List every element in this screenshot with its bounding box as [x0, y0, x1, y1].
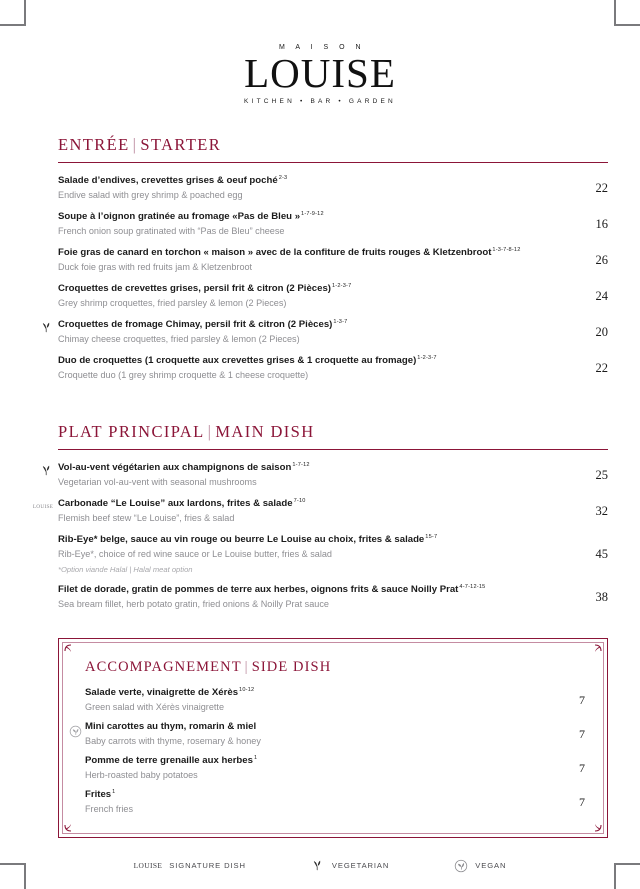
- section-main-dish: [32, 422, 608, 613]
- menu-item-price: 20: [595, 324, 608, 339]
- menu-item-description: Herb-roasted baby potatoes: [85, 769, 198, 780]
- main-dish-item-list: [32, 454, 608, 612]
- restaurant-logo: [32, 44, 608, 105]
- menu-item-name: Salade verte, vinaigrette de Xérès$^{10-12}$: [85, 687, 255, 699]
- allergen-codes: 1-3-7-8-12: [492, 247, 521, 254]
- menu-item-name: Pomme de terre grenaille aux herbes$^1$: [85, 755, 258, 767]
- vegetarian-leaf-icon: [38, 463, 54, 477]
- legend-vegan-label: VEGAN: [475, 861, 507, 871]
- menu-item-description: Duck foie gras with red fruits jam & Kletzenbroot: [58, 262, 253, 273]
- menu-item-price: 22: [595, 180, 608, 195]
- menu-item-description: Sea bream fillet, herb potato gratin, fried onions & Noilly Prat sauce: [58, 598, 329, 609]
- menu-item-body: [58, 283, 574, 309]
- allergen-codes: 1: [253, 755, 258, 761]
- menu-item-body: [58, 175, 574, 201]
- side-dish-outer-frame: [58, 638, 608, 838]
- allergen-codes: 1: [112, 789, 116, 796]
- menu-item-body: [58, 211, 574, 237]
- corner-flourish-icon: [64, 644, 81, 661]
- menu-item-row[interactable]: [58, 526, 608, 576]
- menu-item-row[interactable]: [58, 347, 608, 383]
- menu-item-row[interactable]: [85, 681, 585, 715]
- logo-maison-text: M A I S O N: [278, 44, 366, 51]
- menu-item-description: French onion soup gratinated with “Pas de Bleu” cheese: [58, 226, 285, 237]
- menu-item-description: Rib-Eye*, choice of red wine sauce or Le Louise butter, fries & salad: [58, 548, 332, 559]
- menu-item-description: Flemish beef stew “Le Louise”, fries & salad: [58, 512, 235, 523]
- side-dish-box: [58, 638, 608, 838]
- menu-item-name: Soupe à l’oignon gratinée au fromage «Pas de Bleu »$^{1-7-9-12}$: [58, 211, 324, 223]
- menu-item-price: 45: [595, 546, 608, 561]
- menu-item-name: Carbonade “Le Louise” aux lardons, frites & salade$^{7-10}$: [58, 498, 306, 510]
- menu-item-price: 16: [595, 216, 608, 231]
- section-title-fr: ACCOMPAGNEMENT: [85, 659, 242, 676]
- vegetarian-leaf-icon: [310, 858, 325, 873]
- allergen-codes: 1-2-3-7: [417, 355, 437, 362]
- menu-item-name: Vol-au-vent végétarien aux champignons de saison$^{1-7-12}$: [58, 462, 310, 474]
- menu-item-row[interactable]: [85, 715, 585, 749]
- allergen-codes: 1-7-12: [292, 462, 310, 469]
- starter-item-list: [32, 167, 608, 383]
- louise-signature-icon: LOUISE: [133, 861, 163, 871]
- menu-item-name: Frites$^1$: [85, 789, 116, 801]
- menu-item-name: Filet de dorade, gratin de pommes de terre aux herbes, oignons frits & sauce Noilly Prat$^{4-7-12-15}$: [58, 584, 486, 596]
- allergen-codes: 15-7: [425, 534, 438, 541]
- vegetarian-leaf-icon: [38, 320, 54, 334]
- allergen-codes: 4-7-12-15: [459, 584, 486, 591]
- vegan-badge-icon: [67, 724, 83, 738]
- section-title-side-dish: [85, 659, 585, 676]
- allergen-codes: 1-2-3-7: [332, 283, 352, 290]
- menu-item-price: 38: [595, 589, 608, 604]
- allergen-codes: 1-3-7: [333, 319, 348, 326]
- allergen-codes: 2-3: [278, 175, 288, 182]
- menu-item-description: Baby carrots with thyme, rosemary & honey: [85, 735, 261, 746]
- corner-flourish-icon: [64, 815, 81, 832]
- title-separator: |: [207, 421, 213, 441]
- menu-item-row[interactable]: [85, 783, 585, 817]
- menu-item-row[interactable]: [58, 454, 608, 490]
- menu-item-price: 22: [595, 360, 608, 375]
- menu-item-description: Chimay cheese croquettes, fried parsley & lemon (2 Pieces): [58, 334, 300, 345]
- section-title-en: SIDE DISH: [251, 659, 332, 676]
- menu-item-body: [58, 584, 574, 610]
- item-note: *Option viande Halal | Halal meat option: [58, 565, 193, 575]
- menu-item-description: Croquette duo (1 grey shrimp croquette & 1 cheese croquette): [58, 370, 309, 381]
- legend-signature-label: SIGNATURE DISH: [169, 861, 246, 871]
- section-title-fr: PLAT PRINCIPAL: [58, 421, 205, 441]
- menu-item-name: Croquettes de crevettes grises, persil frit & citron (2 Pièces)$^{1-2-3-7}$: [58, 283, 352, 295]
- menu-item-body: [85, 721, 555, 747]
- menu-item-name: Foie gras de canard en torchon « maison » avec de la confiture de fruits rouges & Kletzenbroot$^{1-3-7-8-12}$: [58, 247, 521, 259]
- menu-item-description: Grey shrimp croquettes, fried parsley & lemon (2 Pieces): [58, 298, 287, 309]
- menu-item-body: [58, 498, 574, 524]
- menu-item-price: 25: [595, 467, 608, 482]
- section-title-fr: ENTRÉE: [58, 134, 130, 154]
- menu-item-row[interactable]: [58, 275, 608, 311]
- menu-item-price: 7: [579, 794, 585, 809]
- menu-item-price: 7: [579, 760, 585, 775]
- section-rule-starter: [58, 162, 608, 164]
- menu-item-row[interactable]: [58, 576, 608, 612]
- allergen-codes: 1-7-9-12: [301, 211, 324, 218]
- menu-item-row[interactable]: [58, 167, 608, 203]
- legend-signature-dish: [134, 861, 246, 870]
- menu-item-description: French fries: [85, 803, 134, 814]
- corner-flourish-icon: [585, 815, 602, 832]
- menu-item-description: Endive salad with grey shrimp & poached egg: [58, 190, 243, 201]
- allergen-codes: 7-10: [293, 498, 306, 505]
- legend-vegetarian: [310, 858, 389, 873]
- logo-wordmark: LOUISE: [244, 50, 396, 96]
- menu-item-name: Croquettes de fromage Chimay, persil frit & citron (2 Pièces)$^{1-3-7}$: [58, 319, 348, 331]
- menu-item-price: 32: [595, 503, 608, 518]
- section-title-main-dish: [32, 422, 608, 442]
- menu-item-name: Salade d’endives, crevettes grises & oeuf poché$^{2-3}$: [58, 175, 288, 187]
- menu-item-body: [85, 789, 555, 815]
- menu-item-name: Mini carottes au thym, romarin & miel: [85, 721, 257, 733]
- menu-item-row[interactable]: [58, 203, 608, 239]
- corner-flourish-icon: [585, 644, 602, 661]
- menu-legend: [32, 858, 608, 873]
- menu-item-body: [85, 687, 555, 713]
- section-title-en: STARTER: [140, 134, 222, 154]
- menu-item-price: 24: [595, 288, 608, 303]
- menu-item-body: [58, 247, 574, 273]
- menu-item-row[interactable]: [85, 749, 585, 783]
- menu-item-name: Rib-Eye* belge, sauce au vin rouge ou beurre Le Louise au choix, frites & salade$^{15-7}$: [58, 534, 438, 546]
- menu-item-price: 7: [579, 692, 585, 707]
- section-starter: [32, 135, 608, 384]
- menu-item-name: Duo de croquettes (1 croquette aux crevettes grises & 1 croquette au fromage)$^{1-2-3-7}$: [58, 355, 437, 367]
- section-rule-main-dish: [58, 449, 608, 451]
- vegan-badge-icon: [453, 858, 468, 873]
- menu-item-price: 7: [579, 726, 585, 741]
- section-title-starter: [32, 135, 608, 155]
- menu-item-body: [58, 355, 574, 381]
- allergen-codes: 10-12: [239, 687, 255, 694]
- legend-vegan: [453, 858, 506, 873]
- title-separator: |: [132, 134, 138, 154]
- menu-item-row[interactable]: [32, 490, 608, 526]
- menu-item-body: [58, 534, 574, 574]
- louise-signature-icon: LOUISE: [32, 504, 54, 511]
- menu-item-row[interactable]: [58, 311, 608, 347]
- legend-vegetarian-label: VEGETARIAN: [331, 861, 390, 871]
- menu-item-description: Green salad with Xérès vinaigrette: [85, 702, 225, 712]
- menu-item-body: [85, 755, 555, 781]
- section-title-en: MAIN DISH: [215, 421, 315, 441]
- menu-item-row[interactable]: [58, 239, 608, 275]
- side-dish-inner-frame: [62, 642, 604, 834]
- menu-item-description: Vegetarian vol-au-vent with seasonal mushrooms: [58, 476, 257, 487]
- menu-item-price: 26: [595, 252, 608, 267]
- side-dish-item-list: [85, 681, 585, 817]
- logo-tagline: KITCHEN • BAR • GARDEN: [244, 97, 396, 105]
- title-separator: |: [244, 659, 249, 676]
- menu-item-body: [58, 319, 574, 345]
- menu-item-body: [58, 462, 574, 488]
